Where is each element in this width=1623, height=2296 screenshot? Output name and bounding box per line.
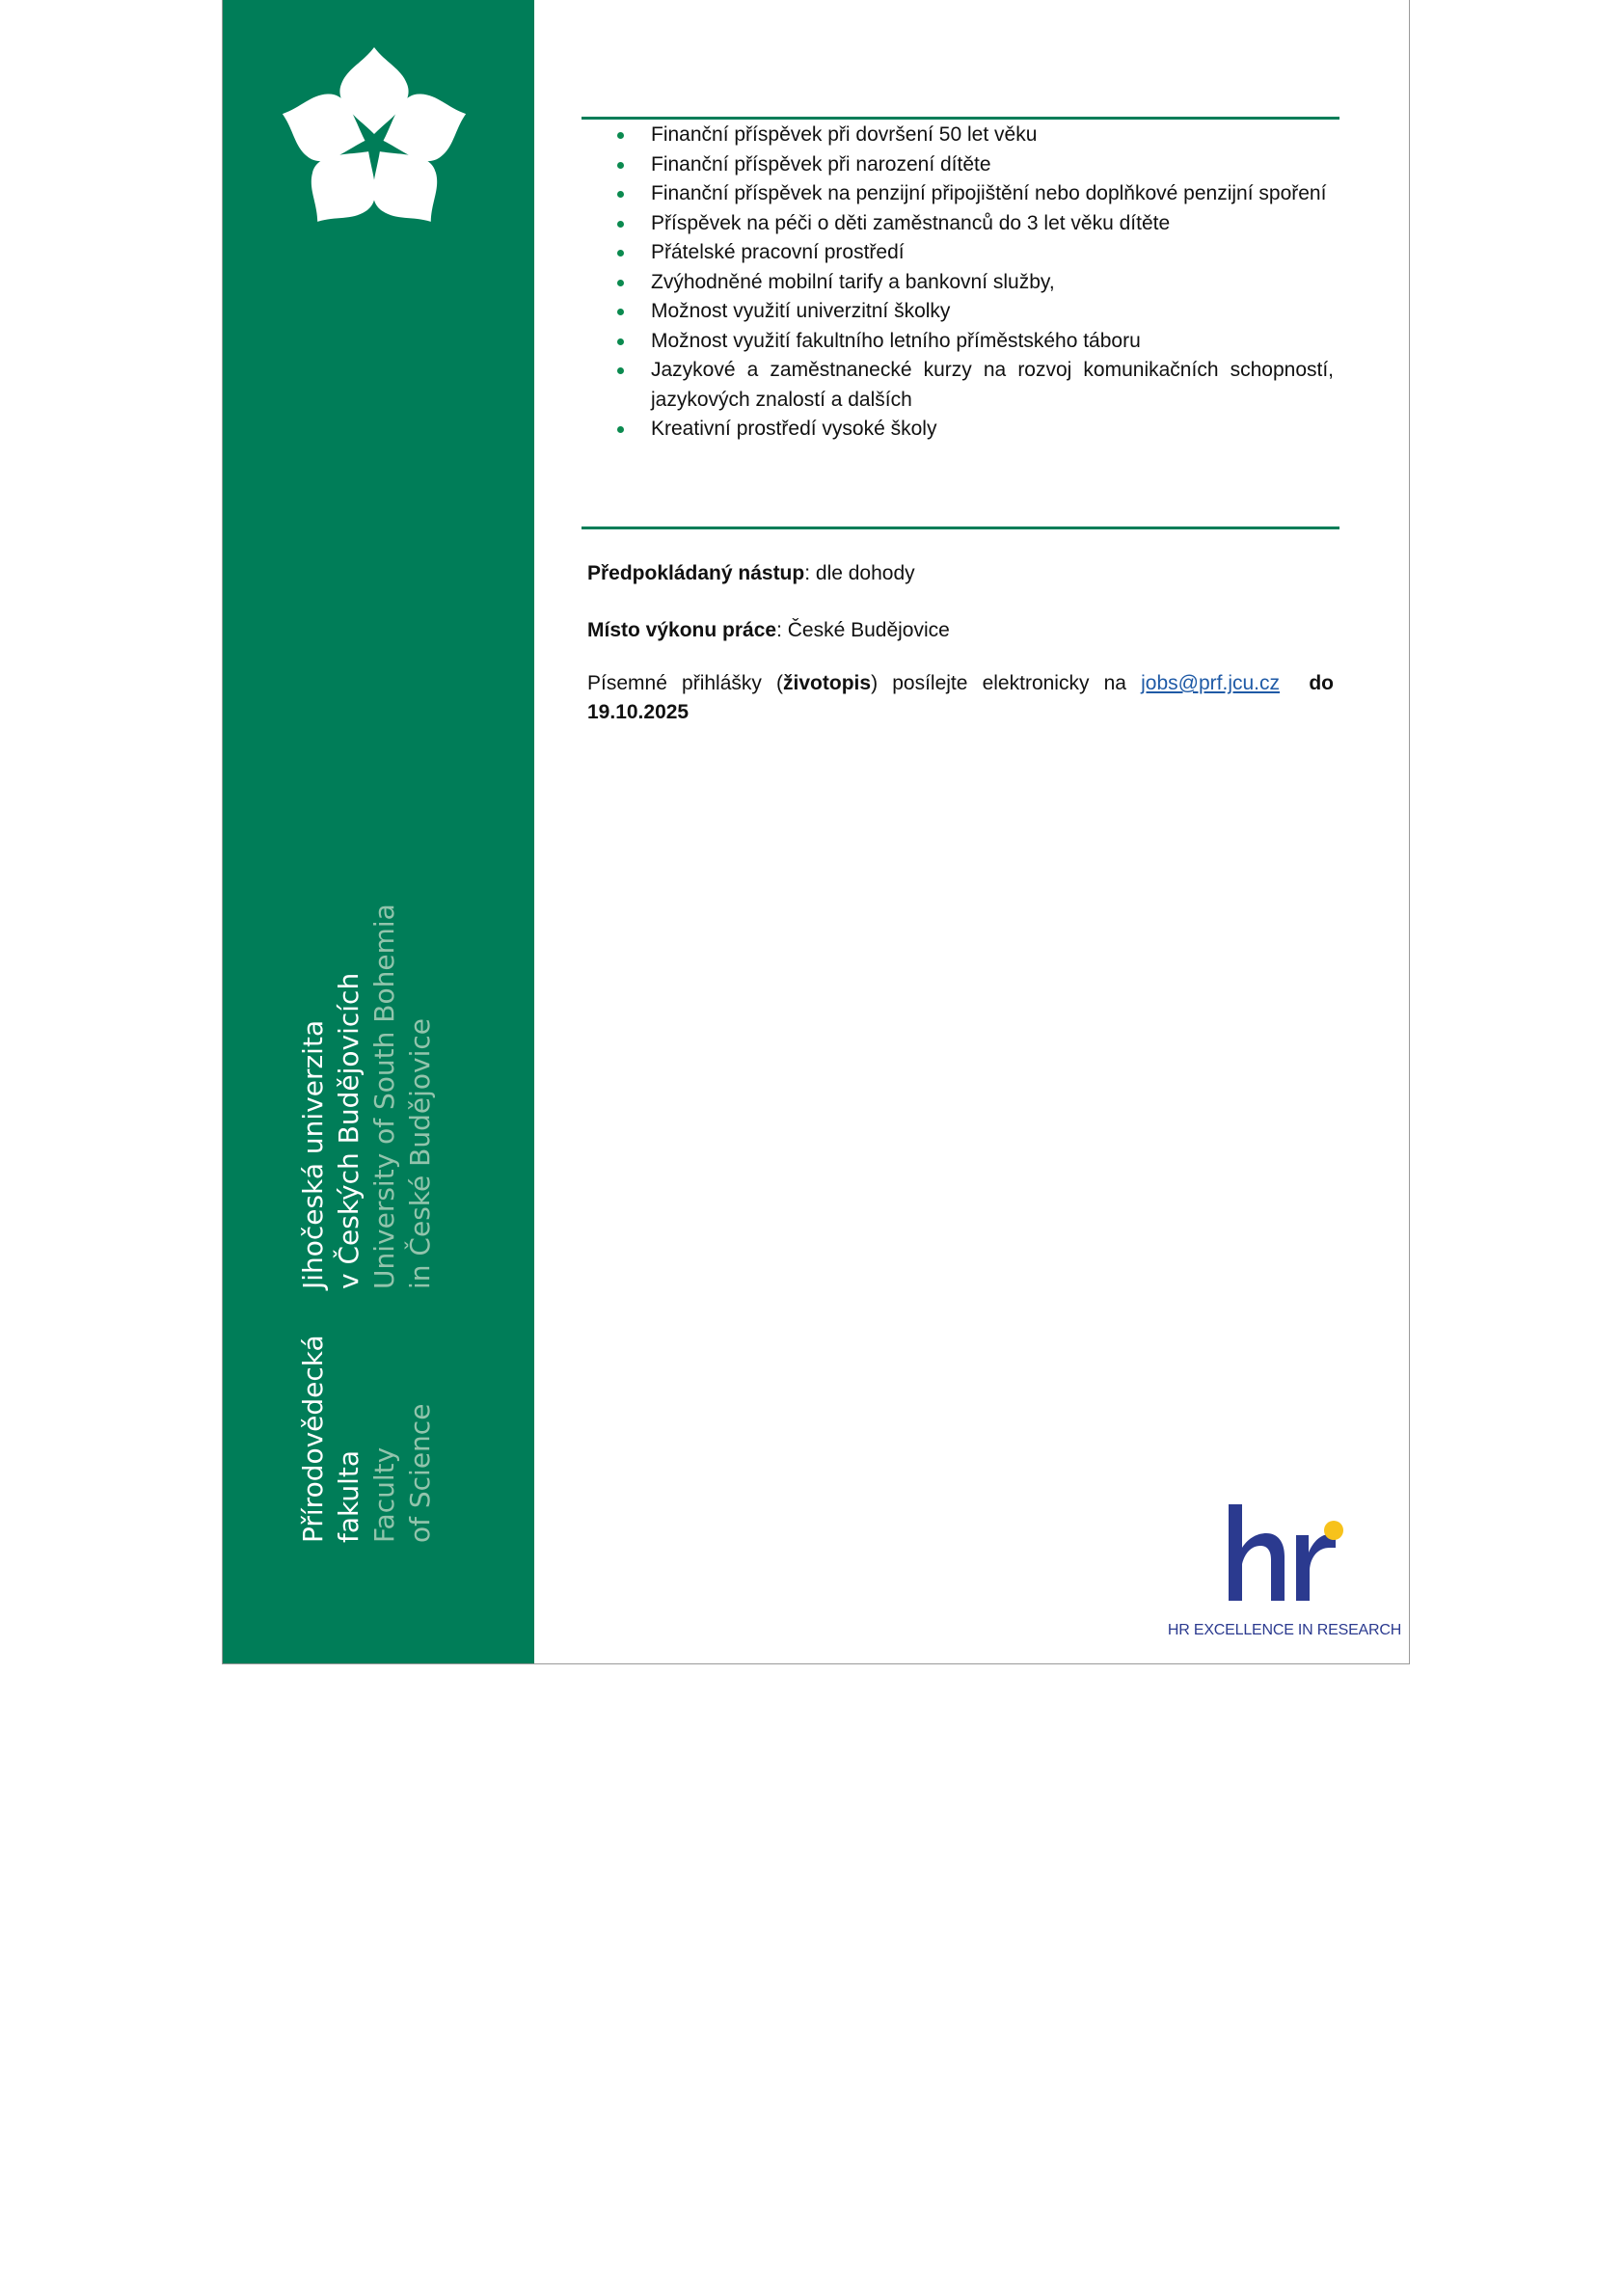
bullet-icon (617, 426, 624, 433)
bullet-icon (617, 162, 624, 169)
bullet-icon (617, 309, 624, 315)
benefit-text: Zvýhodněné mobilní tarify a bankovní služby, (651, 270, 1055, 293)
bullet-icon (617, 191, 624, 198)
university-name-en-line1: University of South Bohemia (368, 904, 400, 1289)
faculty-name-vertical (295, 868, 449, 1543)
benefit-item (611, 121, 1334, 150)
deadline-prefix: do (1309, 672, 1334, 694)
benefit-item (611, 297, 1334, 327)
benefit-text: Finanční příspěvek na penzijní připojištění nebo doplňkové penzijní spoření (651, 182, 1327, 204)
benefit-item (611, 268, 1334, 298)
cv-label: životopis (783, 672, 872, 694)
benefit-item (611, 415, 1334, 445)
benefit-item (611, 356, 1334, 415)
bullet-icon (617, 338, 624, 345)
start-date-line (587, 559, 1334, 588)
benefit-item (611, 150, 1334, 180)
work-location-label: Místo výkonu práce (587, 619, 777, 641)
faculty-name-block (295, 1335, 438, 1543)
faculty-name-cs-line2: fakulta (333, 1449, 365, 1543)
start-date-label: Předpokládaný nástup (587, 562, 805, 584)
benefit-text: Jazykové a zaměstnanecké kurzy na rozvoj komunikačních schopností, jazykových znalostí a dalších (651, 359, 1334, 411)
application-text-2: ) posílejte elektronicky na (871, 672, 1142, 694)
benefit-text: Možnost využití fakultního letního příměstského táboru (651, 329, 1141, 352)
bullet-icon (617, 367, 624, 374)
hr-logo-icon (1164, 1495, 1405, 1649)
application-text-1: Písemné přihlášky ( (587, 672, 784, 694)
bullet-icon (617, 280, 624, 286)
university-name-cs-line2: v Českých Budějovicích (333, 972, 365, 1289)
faculty-name-cs-line1: Přírodovědecká (297, 1335, 329, 1543)
benefit-item (611, 327, 1334, 357)
benefit-item (611, 238, 1334, 268)
bullet-icon (617, 132, 624, 139)
email-link[interactable]: jobs@prf.jcu.cz (1141, 672, 1281, 694)
faculty-name-en-line1: Faculty (368, 1446, 400, 1543)
benefit-text: Finanční příspěvek při narození dítěte (651, 152, 991, 176)
bullet-icon (617, 221, 624, 228)
benefit-item (611, 209, 1334, 239)
benefit-text: Finanční příspěvek při dovršení 50 let věku (651, 123, 1038, 146)
benefit-text: Přátelské pracovní prostředí (651, 241, 905, 263)
deadline-date: 19.10.2025 (587, 701, 690, 723)
faculty-name-en-line2: of Science (404, 1403, 436, 1543)
bullet-icon (617, 250, 624, 257)
jcu-flower-logo (273, 42, 475, 235)
benefit-text: Možnost využití univerzitní školky (651, 300, 951, 322)
university-name-block (295, 904, 438, 1289)
faculty-sidebar (223, 0, 534, 1663)
hr-excellence-badge (1164, 1495, 1405, 1649)
hr-excellence-caption: HR EXCELLENCE IN RESEARCH (1167, 1622, 1402, 1638)
top-divider (582, 117, 1339, 120)
benefit-item (611, 179, 1334, 209)
university-name-en-line2: in České Budějovice (404, 1018, 436, 1289)
benefit-text: Příspěvek na péči o děti zaměstnanců do 3 let věku dítěte (651, 211, 1171, 234)
benefit-text: Kreativní prostředí vysoké školy (651, 418, 937, 440)
work-location-value: : České Budějovice (776, 619, 950, 641)
university-name-cs-line1: Jihočeská univerzita (297, 1019, 329, 1289)
application-instructions (587, 669, 1334, 727)
benefits-list (611, 121, 1334, 445)
start-date-value: : dle dohody (804, 562, 915, 584)
document-page (222, 0, 1410, 1664)
middle-divider (582, 527, 1339, 529)
work-location-line (587, 616, 1334, 645)
